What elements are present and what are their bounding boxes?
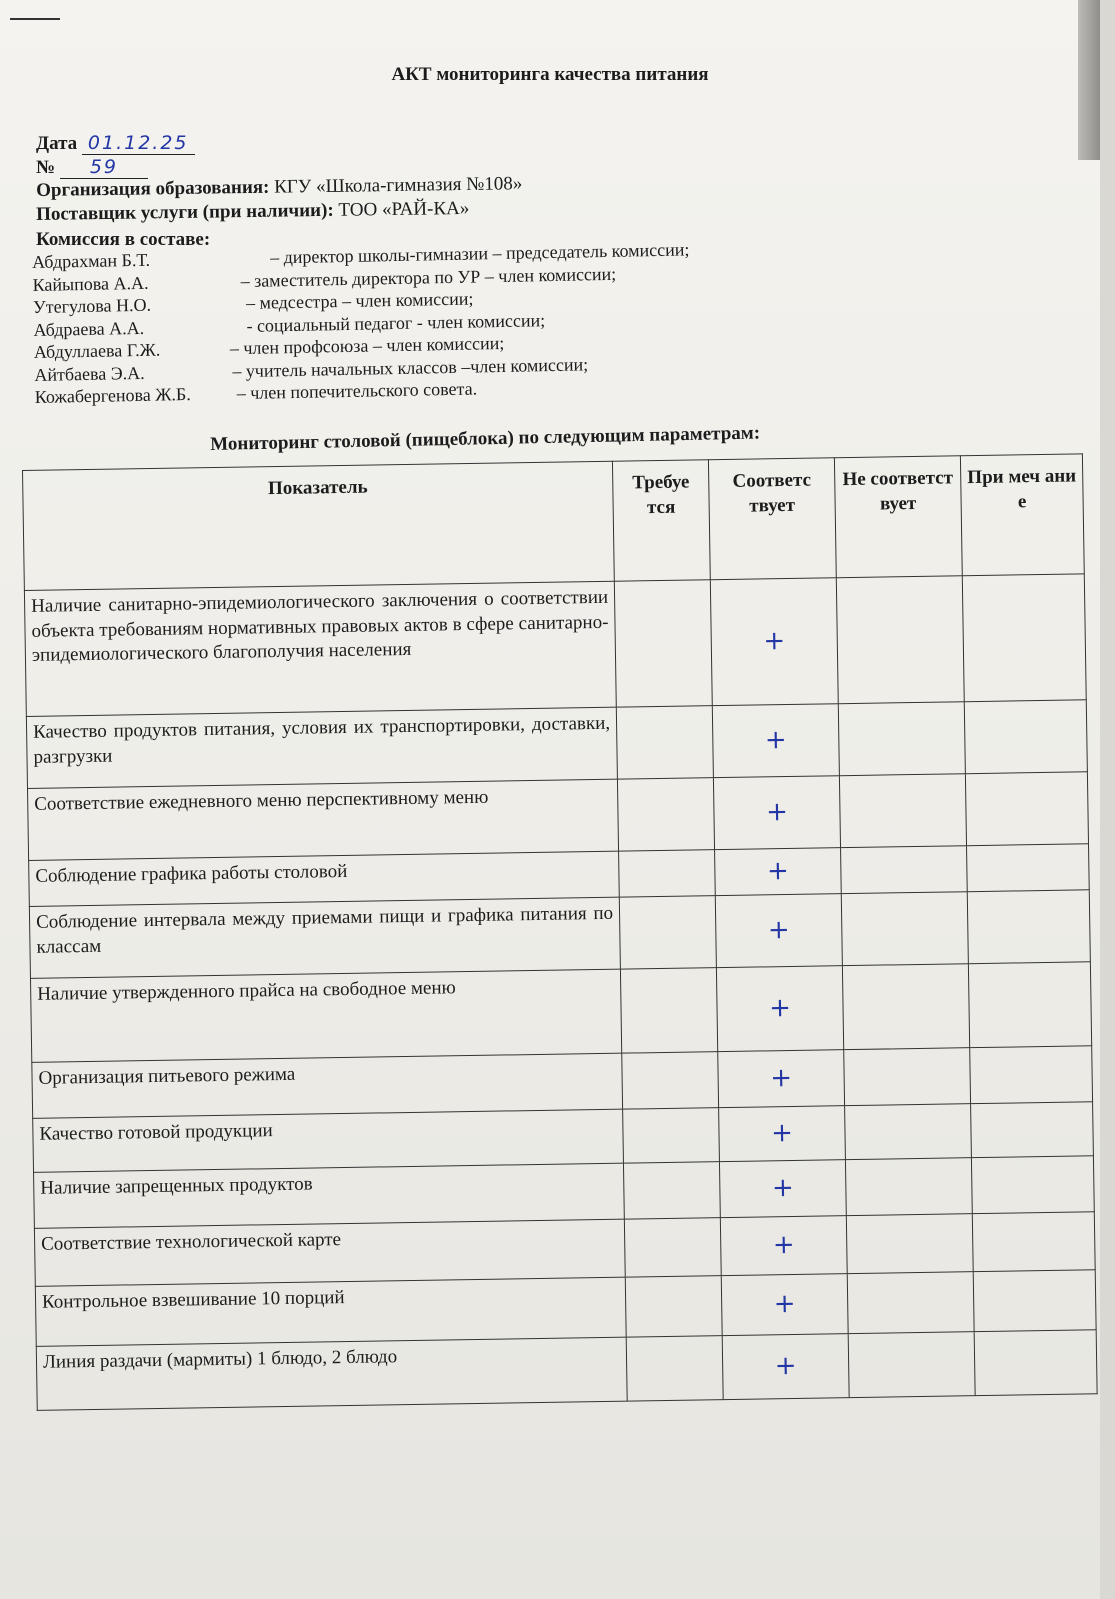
date-value: 01.12.25 <box>82 132 195 155</box>
compliant-check-mark: + <box>721 1274 848 1336</box>
document-title: АКТ мониторинга качества питания <box>391 64 709 85</box>
column-header-required: Требуе тся <box>612 460 710 581</box>
note-cell <box>970 1046 1093 1104</box>
indicator-cell: Организация питьевого режима <box>32 1053 623 1118</box>
monitoring-table <box>22 453 1098 1411</box>
compliant-check-mark: + <box>716 966 843 1052</box>
note-cell <box>973 1270 1096 1332</box>
member-name: Абдраева А.А. <box>33 317 145 340</box>
member-name: Кожабергенова Ж.Б. <box>34 383 191 407</box>
column-header-noncompliant: Не соответст вует <box>834 456 962 578</box>
compliant-check-mark: + <box>710 578 838 706</box>
required-cell <box>616 706 713 779</box>
indicator-cell: Соответствие технологической карте <box>34 1219 625 1286</box>
compliant-check-mark: + <box>718 1050 845 1108</box>
noncompliant-cell <box>847 1272 974 1334</box>
compliant-check-mark: + <box>715 848 842 896</box>
member-role: – член профсоюза – член комиссии; <box>229 332 505 359</box>
noncompliant-cell <box>848 1332 975 1398</box>
noncompliant-cell <box>846 1214 973 1274</box>
supplier-line <box>36 198 469 226</box>
member-role: – медсестра – член комиссии; <box>245 288 474 313</box>
note-cell <box>971 1156 1094 1214</box>
monitoring-table-wrap <box>22 453 1098 1411</box>
compliant-check-mark: + <box>722 1334 849 1400</box>
number-line <box>36 156 148 179</box>
note-cell <box>968 962 1091 1048</box>
member-name: Кайыпова А.А. <box>32 272 149 295</box>
required-cell <box>626 1336 723 1402</box>
indicator-cell: Контрольное взвешивание 10 порций <box>35 1277 626 1346</box>
noncompliant-cell <box>844 1048 971 1106</box>
member-name: Утегулова Н.О. <box>32 294 152 317</box>
indicator-cell: Наличие запрещенных продуктов <box>34 1163 625 1228</box>
required-cell <box>622 1052 719 1110</box>
note-cell <box>974 1330 1097 1396</box>
member-name: Абдуллаева Г.Ж. <box>33 339 161 362</box>
monitoring-title: Мониторинг столовой (пищеблока) по следующим параметрам: <box>210 422 761 455</box>
commission-list <box>32 236 855 409</box>
corner-mark <box>10 18 60 20</box>
member-role: - социальный педагог - член комиссии; <box>246 309 546 336</box>
indicator-cell: Наличие санитарно-эпидемиологического заключения о соответствии объекта требованиям нормативных правовых актов в сфере санитарно-эпидемиологического благополучия населения <box>24 581 616 716</box>
required-cell <box>620 968 717 1053</box>
column-header-compliant: Соответс твует <box>708 458 836 580</box>
required-cell <box>625 1276 722 1338</box>
indicator-cell: Соблюдение интервала между приемами пищи и графика питания по классам <box>29 897 620 978</box>
column-header-indicator: Показатель <box>23 461 615 590</box>
compliant-check-mark: + <box>715 894 842 968</box>
member-role: – учитель начальных классов –член комиссии; <box>232 353 589 381</box>
note-cell <box>962 574 1086 702</box>
required-cell <box>614 580 712 707</box>
noncompliant-cell <box>836 576 964 704</box>
indicator-cell: Линия раздачи (мармиты) 1 блюдо, 2 блюдо <box>36 1337 627 1410</box>
compliant-check-mark: + <box>720 1216 847 1276</box>
note-cell <box>964 700 1087 774</box>
column-header-note: При меч ани е <box>960 454 1084 576</box>
compliant-check-mark: + <box>712 704 839 778</box>
note-cell <box>967 844 1090 892</box>
noncompliant-cell <box>841 892 968 966</box>
noncompliant-cell <box>838 702 965 776</box>
commission-label: Комиссия в составе: <box>36 229 211 250</box>
compliant-check-mark: + <box>719 1106 846 1162</box>
required-cell <box>624 1218 721 1278</box>
date-line <box>36 132 195 155</box>
noncompliant-cell <box>845 1104 972 1160</box>
table-row <box>24 574 1086 717</box>
supplier-label: Поставщик услуги (при наличии): <box>36 199 334 225</box>
member-role: – директор школы-гимназии – председатель комиссии; <box>269 239 690 268</box>
indicator-cell: Наличие утвержденного прайса на свободное меню <box>30 969 621 1062</box>
noncompliant-cell <box>845 1158 972 1216</box>
member-name: Айтбаева Э.А. <box>34 362 145 385</box>
note-cell <box>967 890 1090 964</box>
compliant-check-mark: + <box>713 776 840 850</box>
organization-value: КГУ «Школа-гимназия №108» <box>274 173 523 198</box>
date-label: Дата <box>36 133 78 154</box>
note-cell <box>972 1212 1095 1272</box>
noncompliant-cell <box>839 774 966 848</box>
indicator-cell: Качество готовой продукции <box>33 1109 624 1172</box>
indicator-cell: Качество продуктов питания, условия их транспортировки, доставки, разгрузки <box>26 707 617 788</box>
required-cell <box>623 1162 720 1220</box>
note-cell <box>965 772 1088 846</box>
noncompliant-cell <box>841 846 968 894</box>
member-name: Абдрахман Б.Т. <box>32 249 151 272</box>
note-cell <box>971 1102 1094 1158</box>
table-header-row <box>23 454 1085 591</box>
organization-label: Организация образования: <box>36 176 270 201</box>
indicator-cell: Соблюдение графика работы столовой <box>29 851 620 906</box>
required-cell <box>619 850 716 898</box>
member-role: – заместитель директора по УР – член комиссии; <box>240 263 617 291</box>
indicator-cell: Соответствие ежедневного меню перспективному меню <box>28 779 619 860</box>
number-value: 59 <box>60 156 148 179</box>
required-cell <box>623 1108 720 1164</box>
number-label: № <box>36 157 56 178</box>
commission-heading <box>36 229 210 251</box>
required-cell <box>617 778 714 851</box>
noncompliant-cell <box>842 964 969 1050</box>
compliant-check-mark: + <box>719 1160 846 1218</box>
member-role: – член попечительского совета. <box>236 378 478 404</box>
required-cell <box>619 896 716 969</box>
supplier-value: ТОО «РАЙ-КА» <box>338 197 470 221</box>
